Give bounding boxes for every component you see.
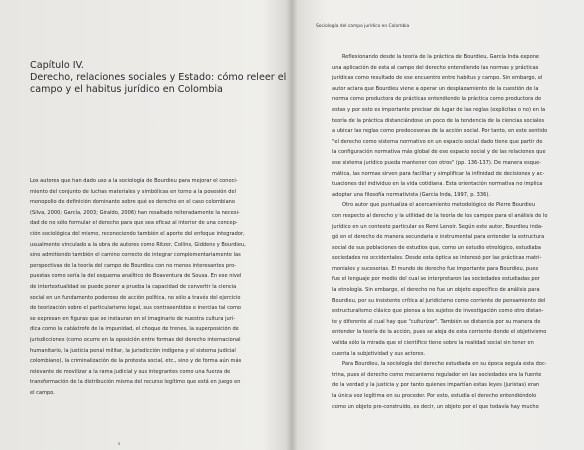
text-line: una aplicación de esta al campo del derecho entendiendo las normas y prácticas [332, 64, 539, 71]
left-page-body [30, 176, 280, 398]
text-line: ción sociológica del mismo, reconociendo también el aporte del enfoque integrador, [30, 230, 245, 237]
text-line: de teorización sobre el particularismo legal, sus contrasentidos e inercias tal como [30, 305, 242, 312]
text-line: gó en el derecho de manera secundaria e instrumental para entender la estructura [332, 234, 545, 241]
text-line: Reflexionando desde la teoría de la práctica de Bourdieu, García Inda expone [342, 54, 540, 60]
text-line: valida sólo la mirada que el científico tiene sobre la realidad social sin tener en [332, 340, 534, 347]
text-line: sociedades no occidentales. Desde esta óptica se interesó por las prácticas matri- [332, 255, 542, 262]
text-line: entender la teoría de la acción, pues se aleja de esta corriente donde el objetivismo [332, 329, 547, 336]
text-line: "el derecho como sistema normativo en un espacio social dado tiene que partir de [332, 138, 543, 145]
text-line: se expresan en figuras que se instauran en el imaginario de nuestra cultura jurí- [30, 315, 236, 322]
running-head: Sociología del campo jurídico en Colombia [316, 24, 410, 29]
text-line: con respecto al derecho y la utilidad de la teoría de los campos para el análisis de lo [332, 212, 548, 219]
text-line: Para Bourdieu, la sociología del derecho estudiada en su época seguía esta doc- [342, 361, 547, 368]
text-line: sino admitiendo también el camino correcto de integrar complementariamente las [30, 252, 241, 259]
right-page-body [332, 52, 576, 412]
text-line: (Silva, 2000; García, 2003; Giraldo, 2006) han resaltado reiteradamente la necesi- [30, 209, 240, 216]
text-line: ese sistema jurídico pueda mantener con otros" (pp. 136-137). De manera esque- [332, 159, 542, 166]
text-line: dica como la catástrofe de la impunidad, el choque de trenes, la superposición de [30, 326, 239, 333]
text-line: te y diferente al cual hay que "culturizar". También se distancia por su manera de [332, 318, 541, 325]
text-line: jurisdicciones (como ocurre en la oposición entre formas del derecho internacional [30, 336, 241, 343]
text-line: teoría de la práctica distanciándose un poco de la tendencia de la ciencias sociales [332, 117, 545, 124]
text-line: miento del conjunto de luchas materiales y simbólicas en torno a la posesión del [30, 188, 236, 195]
text-line: mática, las normas sirven para facilitar y simplificar la infinidad de decisiones y ac- [332, 170, 545, 177]
text-line: relevante de movilizar a la rama judicial y sus integrantes como una fuerza de [30, 368, 231, 375]
page-number: s [118, 442, 121, 447]
text-line: moniales y sucesorias. El mundo de derecho fue importante para Bourdieu, pues [332, 265, 539, 272]
text-line: colombiano), la criminalización de la protesta social, etc., sino y de forma aún más [30, 358, 242, 365]
text-line: social en un fundamento poderoso de acción política, no sólo a través del ejercicio [30, 294, 241, 301]
text-line: trina, pues el derecho como mecanismo regulador en las sociedades era la fuente [332, 371, 542, 378]
text-line: Otro autor que puntualiza el acercamiento metodológico de Pierre Bourdieu [342, 202, 536, 209]
text-line: usualmente vinculado a la obra de autores como Ritzer, Collins, Giddens y Bourdieu, [30, 241, 246, 248]
text-line: monopolio de definición dominante sobre qué es derecho en el caso colombiano [30, 199, 236, 206]
text-line: tuaciones del individuo en la vida cotidiana. Esta orientación normativa no implica [332, 181, 543, 188]
text-line: estructuralismo clásico que piensa a los sujetos de investigación como otro distan- [332, 308, 544, 315]
chapter-title-line-2: campo y el habitus jurídico en Colombia [30, 84, 223, 95]
text-line: puestas como sería la del esquema analítico de Boaventura de Sousa. En ese nivel [30, 273, 242, 280]
text-line: la única voz legítima en su proceder. Por esto, estudia el derecho entendiéndolo [332, 393, 537, 399]
text-line: fue el lenguaje por medio del cual se interpretaron las sociedades estudiadas por [332, 276, 540, 283]
text-line: autor aclara que Bourdieu viene a operar un desplazamiento de la cuestión de la [332, 85, 539, 92]
text-line: Los autores que han dado uso a la sociología de Bourdieu para mejorar el conoci- [30, 178, 238, 184]
text-line: el campo. [30, 389, 55, 396]
chapter-title [30, 60, 287, 96]
text-line: la configuración normativa más global de ese espacio social y de las relaciones que [332, 149, 546, 156]
text-line: estas y por esto es importante precisar de lugar de las reglas (explícitas o no) en la [332, 106, 546, 113]
chapter-number: Capítulo IV. [30, 60, 84, 71]
text-line: de intertextualidad se puede poner a prueba la capacidad de convertir la ciencia [30, 283, 237, 290]
text-line: perspectivas de la teoría del campo de Bourdieu con no menos interesantes pro- [30, 262, 237, 269]
text-line: dad de no sólo formular el derecho para que sea eficaz al interior de una concep- [30, 220, 238, 227]
text-line: norma como productora de prácticas entendiendo la práctica como productora de [332, 96, 542, 103]
text-line: de la verdad y la justicia y por tanto quienes impartían estas leyes (juristas) eran [332, 382, 540, 389]
text-line: Bourdieu, por su insistente crítica al juridicismo como corriente de pensamiento del [332, 297, 546, 304]
text-line: adoptar una filosofía normativista (García Inda, 1997, p. 336). [332, 191, 490, 198]
text-line: cuenta la subjetividad y sus actores. [332, 350, 426, 357]
text-line: como un objeto pre-construido, es decir, un objeto por el que todavía hay mucho [332, 403, 539, 410]
chapter-title-line-1: Derecho, relaciones sociales y Estado: cómo releer el [30, 72, 287, 83]
text-line: jurídico en un contexto particular es Remi Lenoir. Según este autor, Bourdieu inda- [332, 223, 543, 230]
text-line: a ubicar las reglas como predecesoras de la acción social. Por tanto, en este sentido [332, 128, 548, 135]
right-page [294, 0, 584, 450]
text-line: transformación de la distribución misma del recurso legítimo que está en juego en [30, 379, 241, 386]
text-line: jurídicas como resultado de ese encuentro entre habitus y campo. Sin embargo, el [332, 75, 543, 82]
text-line: la etnología. Sin embargo, el derecho no fue un objeto específico de análisis para [332, 287, 540, 294]
text-line: social de sus poblaciones de estudios que, como un estudio etnológico, estudiaba [332, 244, 541, 251]
text-line: humanitario, la justicia penal militar, la jurisdicción indígena y el sistema judicial [30, 347, 236, 354]
